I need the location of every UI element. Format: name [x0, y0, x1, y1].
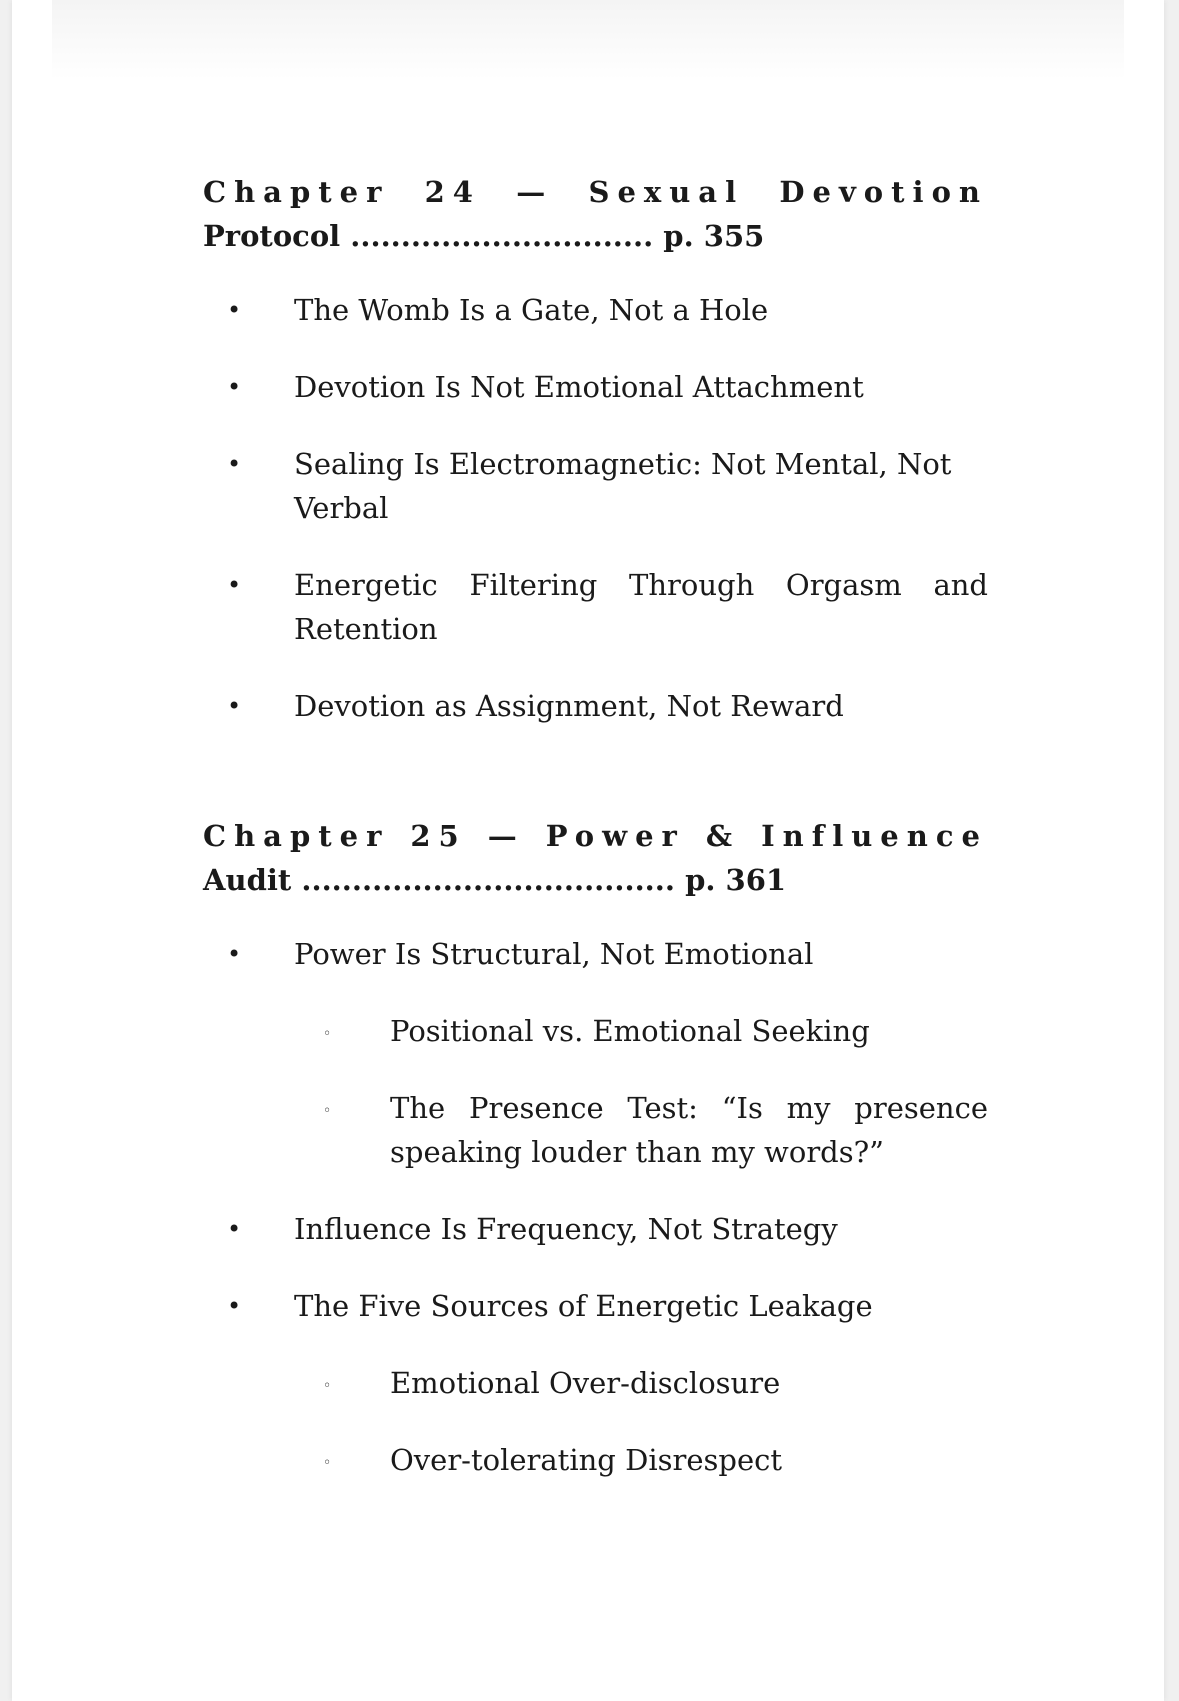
page-number: p. 355 [663, 219, 765, 253]
chapter-24-page-line [203, 214, 988, 258]
title-word: Influence [761, 819, 988, 853]
list-item [203, 932, 988, 976]
bullet-icon: • [227, 1292, 242, 1320]
sub-list-item [203, 1009, 988, 1053]
list-item [203, 1207, 988, 1251]
bullet-icon: • [227, 373, 242, 401]
list-item [203, 365, 988, 409]
sub-bullet-icon: ◦ [323, 1026, 332, 1042]
chapter-word: Chapter [203, 819, 390, 853]
chapter-24-list [203, 288, 988, 728]
leader-dots: .............................. [350, 219, 654, 253]
list-item-text: Positional vs. Emotional Seeking [390, 1014, 870, 1048]
list-item-text: Sealing Is Electromagnetic: Not Mental, Not Verbal [294, 447, 952, 525]
list-item [203, 684, 988, 728]
title-dash: — [516, 175, 554, 209]
bullet-icon: • [227, 571, 242, 599]
chapter-24-heading [203, 170, 988, 258]
bullet-icon: • [227, 296, 242, 324]
title-word: Devotion [779, 175, 988, 209]
list-item-text: Emotional Over-disclosure [390, 1366, 781, 1400]
title-word: Audit [203, 863, 292, 897]
bullet-icon: • [227, 450, 242, 478]
sub-list-item [203, 1438, 988, 1482]
title-word: Protocol [203, 219, 341, 253]
list-item [203, 563, 988, 651]
sub-list-item [203, 1361, 988, 1405]
toc-content [203, 170, 988, 1482]
document-page [12, 0, 1164, 1701]
list-item-text: The Womb Is a Gate, Not a Hole [294, 293, 769, 327]
sub-bullet-icon: ◦ [323, 1455, 332, 1471]
list-item [203, 1284, 988, 1328]
chapter-25-heading [203, 814, 988, 902]
chapter-25-page-line [203, 858, 988, 902]
chapter-25-list [203, 932, 988, 1482]
list-item [203, 442, 988, 530]
chapter-number: 24 [424, 175, 481, 209]
sub-bullet-icon: ◦ [323, 1378, 332, 1394]
page-top-shade [52, 0, 1124, 80]
sub-bullet-icon: ◦ [323, 1103, 332, 1119]
list-item-text: Over-tolerating Disrespect [390, 1443, 783, 1477]
bullet-icon: • [227, 1215, 242, 1243]
title-word: Power [545, 819, 685, 853]
title-word: Sexual [588, 175, 745, 209]
page-number: p. 361 [685, 863, 787, 897]
bullet-icon: • [227, 692, 242, 720]
list-item-text: Influence Is Frequency, Not Strategy [294, 1212, 838, 1246]
list-item-text: Devotion Is Not Emotional Attachment [294, 370, 864, 404]
chapter-25-title-line [203, 814, 988, 858]
chapter-word: Chapter [203, 175, 390, 209]
list-item-text: Power Is Structural, Not Emotional [294, 937, 814, 971]
list-item-text: Energetic Filtering Through Orgasm and Retention [294, 568, 988, 646]
sub-list-item [203, 1086, 988, 1174]
section-gap [203, 728, 988, 814]
bullet-icon: • [227, 940, 242, 968]
chapter-24-title-line [203, 170, 988, 214]
list-item-text: The Five Sources of Energetic Leakage [294, 1289, 873, 1323]
title-dash: — [487, 819, 525, 853]
title-word: & [705, 819, 741, 853]
list-item [203, 288, 988, 332]
list-item-text: Devotion as Assignment, Not Reward [294, 689, 844, 723]
leader-dots: ..................................... [301, 863, 675, 897]
chapter-number: 25 [410, 819, 467, 853]
list-item-text: The Presence Test: “Is my presence speaking louder than my words?” [390, 1091, 988, 1169]
